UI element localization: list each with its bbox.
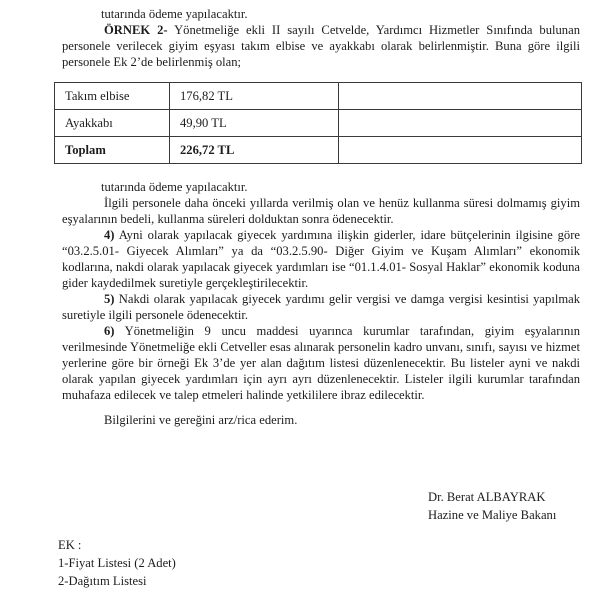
table-cell-empty xyxy=(339,137,582,164)
prior-years-text: İlgili personele daha önceki yıllarda verilmiş olan ve henüz kullanma süresi dolmamış giyim eşyalarının bedeli, kullanma süreleri dolduktan sonra ödenecektir. xyxy=(62,196,580,226)
attachments-heading: EK : xyxy=(58,538,82,552)
attachments-block xyxy=(58,536,176,590)
table-row-total xyxy=(55,137,582,164)
table-cell-amount: 49,90 TL xyxy=(170,110,339,137)
signatory-name: Dr. Berat ALBAYRAK xyxy=(428,490,546,504)
table-row xyxy=(55,83,582,110)
item-5-paragraph xyxy=(62,291,580,323)
table-cell-item: Ayakkabı xyxy=(55,110,170,137)
signatory-title: Hazine ve Maliye Bakanı xyxy=(428,508,557,522)
item-5-text: Nakdi olarak yapılacak giyecek yardımı gelir vergisi ve damga vergisi kesintisi yapılmak suretiyle ilgili personele ödenecektir. xyxy=(62,292,580,322)
table-row xyxy=(55,110,582,137)
example-2-label: ÖRNEK 2- xyxy=(104,23,168,37)
attachment-item: 1-Fiyat Listesi (2 Adet) xyxy=(58,556,176,570)
clothing-cost-table xyxy=(54,82,582,164)
example-2-paragraph xyxy=(62,22,580,70)
attachment-item: 2-Dağıtım Listesi xyxy=(58,574,147,588)
prior-years-paragraph xyxy=(62,195,580,227)
after-table-line: tutarında ödeme yapılacaktır. xyxy=(101,180,248,194)
table-cell-amount: 176,82 TL xyxy=(170,83,339,110)
signature-block xyxy=(428,488,556,524)
top-continuation-line: tutarında ödeme yapılacaktır. xyxy=(101,7,248,21)
item-6-text: Yönetmeliğin 9 uncu maddesi uyarınca kurumlar tarafından, giyim eşyalarının verilmesinde Yönetmeliğe ekli Cetveller esas alınarak personelin kadro unvanı, sınıfı, sayısı ve hizmet yerlerine göre bir örneği Ek 3’de yer alan dağıtım listesi düzenlenecektir. Bu listeler ayni ve nakdi olarak yapılan giyecek yardımları için ayrı ayrı düzenlenecektir. Listeler ilgili kurumlar tarafından muhafaza edilecek ve talep etmeleri halinde yetkililere ibraz edilecektir. xyxy=(62,324,580,402)
table-cell-total-label: Toplam xyxy=(55,137,170,164)
table-cell-empty xyxy=(339,110,582,137)
item-5-label: 5) xyxy=(104,292,115,306)
table-cell-empty xyxy=(339,83,582,110)
table-cell-item: Takım elbise xyxy=(55,83,170,110)
item-4-text: Ayni olarak yapılacak giyecek yardımına ilişkin giderler, idare bütçelerinin ilgisine göre “03.2.5.01- Giyecek Alımları” ya da “03.2.5.90- Diğer Giyim ve Kuşam Alımları” ekonomik kodlarına, nakdi olarak yapılacak giyecek yardımları ise “01.1.4.01- Sosyal Haklar” ekonomik koduna gider kaydedilmek suretiyle gerçekleştirilecektir. xyxy=(62,228,580,290)
example-2-text: Yönetmeliğe ekli II sayılı Cetvelde, Yardımcı Hizmetler Sınıfında bulunan personele verilecek giyim eşyası takım elbise ve ayakkabı olarak belirlenmiştir. Buna göre ilgili personele Ek 2’de belirlenmiş olan; xyxy=(62,23,580,69)
table-cell-total-amount: 226,72 TL xyxy=(170,137,339,164)
item-6-paragraph xyxy=(62,323,580,403)
item-4-paragraph xyxy=(62,227,580,291)
item-4-label: 4) xyxy=(104,228,115,242)
closing-line: Bilgilerini ve gereğini arz/rica ederim. xyxy=(104,413,298,427)
item-6-label: 6) xyxy=(104,324,115,338)
